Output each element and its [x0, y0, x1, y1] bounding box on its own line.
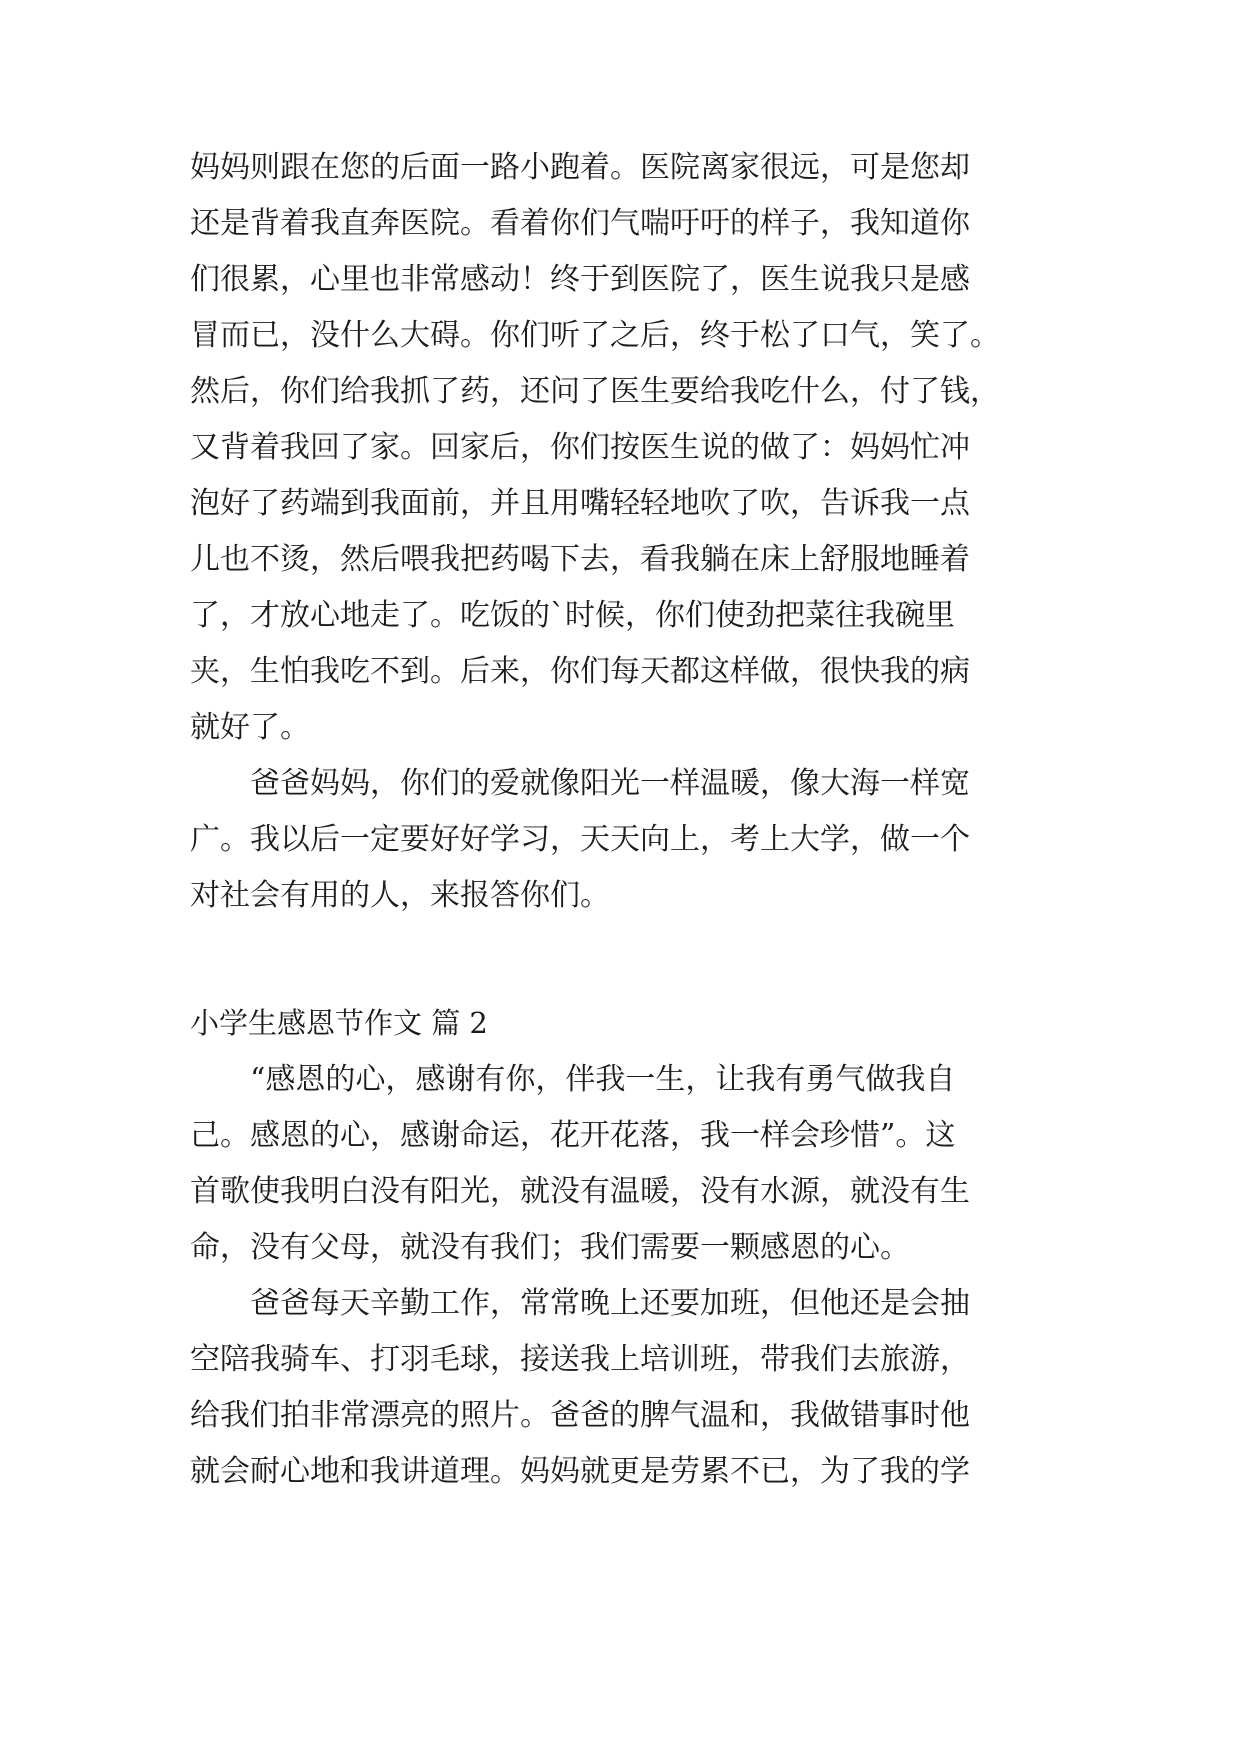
text-line: 妈妈则跟在您的后面一路小跑着。医院离家很远，可是您却: [190, 150, 970, 185]
text-line: 冒而已，没什么大碍。你们听了之后，终于松了口气，笑了。: [190, 318, 1000, 353]
text-line: 还是背着我直奔医院。看着你们气喘吁吁的样子，我知道你: [190, 206, 970, 241]
text-line: 爸爸每天辛勤工作，常常晚上还要加班，但他还是会抽: [250, 1286, 970, 1321]
text-line: 儿也不烫，然后喂我把药喝下去，看我躺在床上舒服地睡着: [190, 542, 970, 577]
text-line: 然后，你们给我抓了药，还问了医生要给我吃什么，付了钱，: [190, 374, 1000, 409]
section-heading: 小学生感恩节作文 篇 2: [190, 1006, 488, 1040]
text-line: 就好了。: [190, 710, 310, 745]
text-line: “感恩的心，感谢有你，伴我一生，让我有勇气做我自: [250, 1062, 956, 1097]
text-line: 们很累，心里也非常感动！终于到医院了，医生说我只是感: [190, 262, 970, 297]
text-line: 首歌使我明白没有阳光，就没有温暖，没有水源，就没有生: [190, 1174, 970, 1209]
text-line: 广。我以后一定要好好学习，天天向上，考上大学，做一个: [190, 822, 970, 857]
text-line: 给我们拍非常漂亮的照片。爸爸的脾气温和，我做错事时他: [190, 1398, 970, 1433]
text-line: 爸爸妈妈，你们的爱就像阳光一样温暖，像大海一样宽: [250, 766, 970, 801]
text-line: 己。感恩的心，感谢命运，花开花落，我一样会珍惜”。这: [190, 1118, 956, 1153]
text-line: 就会耐心地和我讲道理。妈妈就更是劳累不已，为了我的学: [190, 1454, 970, 1489]
text-line: 对社会有用的人，来报答你们。: [190, 878, 610, 913]
text-line: 泡好了药端到我面前，并且用嘴轻轻地吹了吹，告诉我一点: [190, 486, 970, 521]
text-line: 空陪我骑车、打羽毛球，接送我上培训班，带我们去旅游，: [190, 1342, 970, 1377]
text-line: 命，没有父母，就没有我们；我们需要一颗感恩的心。: [190, 1230, 910, 1265]
text-line: 又背着我回了家。回家后，你们按医生说的做了：妈妈忙冲: [190, 430, 970, 465]
text-line: 了，才放心地走了。吃饭的`时候，你们使劲把菜往我碗里: [190, 598, 955, 633]
text-line: 夹，生怕我吃不到。后来，你们每天都这样做，很快我的病: [190, 654, 970, 689]
